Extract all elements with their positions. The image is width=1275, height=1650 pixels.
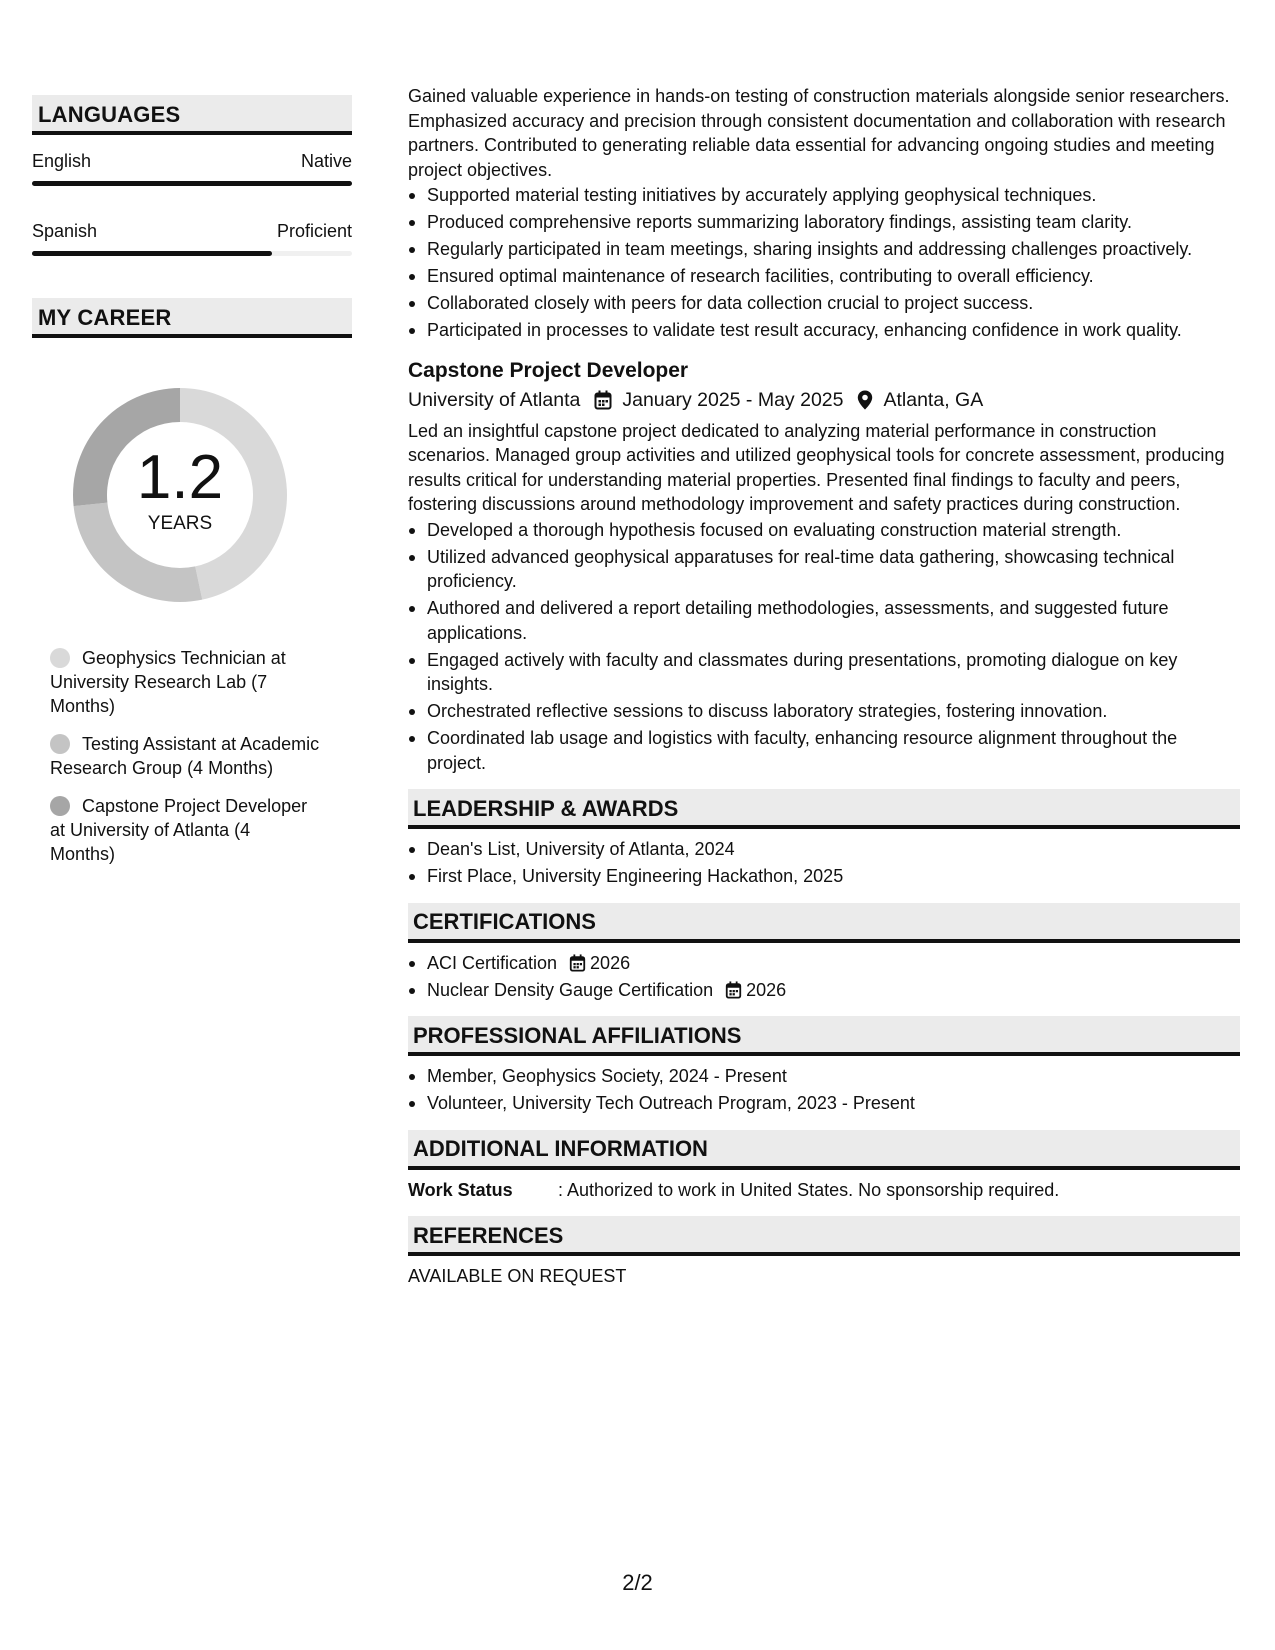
certifications-heading: CERTIFICATIONS: [408, 903, 1240, 943]
job-organization: University of Atlanta: [408, 388, 581, 411]
list-item: Participated in processes to validate test result accuracy, enhancing confidence in work quality.: [408, 318, 1240, 343]
calendar-icon: [594, 390, 612, 410]
language-proficiency-fill: [32, 251, 272, 256]
language-proficiency-bar: [32, 251, 352, 256]
language-name: Spanish: [32, 221, 98, 241]
work-status-row: [408, 1178, 1240, 1203]
job-dates: January 2025 - May 2025: [622, 388, 844, 411]
certification-year: 2026: [590, 952, 631, 973]
job-bullets: [408, 518, 1240, 776]
certification-year: 2026: [746, 979, 787, 1000]
list-item: Regularly participated in team meetings, sharing insights and addressing challenges proactively.: [408, 237, 1240, 262]
legend-dot: [50, 648, 70, 668]
career-legend: [50, 646, 320, 866]
job-location: Atlanta, GA: [883, 388, 984, 411]
calendar-icon: [569, 954, 586, 972]
career-donut-chart: [65, 380, 295, 610]
additional-info-heading: ADDITIONAL INFORMATION: [408, 1130, 1240, 1170]
legend-dot: [50, 734, 70, 754]
list-item: First Place, University Engineering Hackathon, 2025: [408, 864, 1240, 889]
language-item: [32, 149, 352, 186]
languages-heading: LANGUAGES: [32, 95, 352, 135]
legend-item: [50, 794, 320, 866]
leadership-list: [408, 837, 1240, 889]
list-item: Ensured optimal maintenance of research facilities, contributing to overall efficiency.: [408, 264, 1240, 289]
language-level: Proficient: [276, 221, 352, 241]
list-item: Coordinated lab usage and logistics with faculty, enhancing resource alignment throughout the project.: [408, 726, 1240, 775]
language-proficiency-fill: [32, 181, 352, 186]
legend-label: Capstone Project Developer at University of Atlanta (4 Months): [50, 796, 308, 864]
affiliations-list: [408, 1064, 1240, 1116]
career-total: [65, 380, 295, 610]
legend-item: [50, 646, 320, 718]
affiliations-heading: PROFESSIONAL AFFILIATIONS: [408, 1016, 1240, 1056]
legend-item: [50, 732, 320, 780]
list-item: Volunteer, University Tech Outreach Program, 2023 - Present: [408, 1091, 1240, 1116]
work-status-value: : Authorized to work in United States. No sponsorship required.: [558, 1179, 1060, 1200]
job-title: Capstone Project Developer: [408, 358, 689, 382]
legend-dot: [50, 796, 70, 816]
list-item: Developed a thorough hypothesis focused on evaluating construction material strength.: [408, 518, 1240, 543]
list-item: Engaged actively with faculty and classmates during presentations, promoting dialogue on key insights.: [408, 648, 1240, 697]
list-item: Collaborated closely with peers for data collection crucial to project success.: [408, 291, 1240, 316]
list-item: Supported material testing initiatives by accurately applying geophysical techniques.: [408, 183, 1240, 208]
certification-name: ACI Certification: [427, 952, 558, 973]
prev-job-bullets: [408, 183, 1240, 343]
calendar-icon: [725, 981, 742, 999]
list-item: Member, Geophysics Society, 2024 - Present: [408, 1064, 1240, 1089]
list-item: [408, 978, 1240, 1003]
list-item: Utilized advanced geophysical apparatuses for real-time data gathering, showcasing technical proficiency.: [408, 545, 1240, 594]
certification-name: Nuclear Density Gauge Certification: [427, 979, 714, 1000]
career-heading: MY CAREER: [32, 298, 352, 338]
language-list: [32, 149, 352, 256]
list-item: Produced comprehensive reports summarizing laboratory findings, assisting team clarity.: [408, 210, 1240, 235]
legend-label: Geophysics Technician at University Research Lab (7 Months): [50, 648, 286, 716]
list-item: Orchestrated reflective sessions to discuss laboratory strategies, fostering innovation.: [408, 699, 1240, 724]
list-item: Dean's List, University of Atlanta, 2024: [408, 837, 1240, 862]
career-total-unit: YEARS: [147, 513, 213, 534]
references-heading: REFERENCES: [408, 1216, 1240, 1256]
prev-job-summary: Gained valuable experience in hands-on testing of construction materials alongside senior researchers. Emphasized accuracy and precision through consistent documentation and collaboration with research partners. Contributed to generating reliable data essential for advancing ongoing studies and meeting project objectives.: [408, 86, 1230, 180]
list-item: Authored and delivered a report detailing methodologies, assessments, and suggested future applications.: [408, 596, 1240, 645]
legend-label: Testing Assistant at Academic Research Group (4 Months): [50, 734, 320, 778]
page-number: 2/2: [622, 1570, 653, 1595]
language-level: Native: [300, 151, 352, 171]
language-name: English: [32, 151, 92, 171]
job-summary: Led an insightful capstone project dedicated to analyzing material performance in construction scenarios. Managed group activities and utilized geophysical tools for concrete assessment, producing results critical for understanding material properties. Presented final findings to faculty and peers, fostering discussions around methodology improvement and safety practices during construction.: [408, 420, 1225, 514]
leadership-heading: LEADERSHIP & AWARDS: [408, 789, 1240, 829]
certifications-list: [408, 951, 1240, 1003]
language-proficiency-bar: [32, 181, 352, 186]
job-meta: [408, 385, 1240, 415]
map-pin-icon: [857, 390, 873, 410]
references-text: AVAILABLE ON REQUEST: [408, 1266, 627, 1286]
list-item: [408, 951, 1240, 976]
sidebar: [32, 95, 352, 880]
work-status-label: Work Status: [408, 1179, 513, 1200]
career-total-value: 1.2: [136, 443, 224, 512]
language-item: [32, 219, 352, 256]
main-column: [408, 84, 1240, 1289]
